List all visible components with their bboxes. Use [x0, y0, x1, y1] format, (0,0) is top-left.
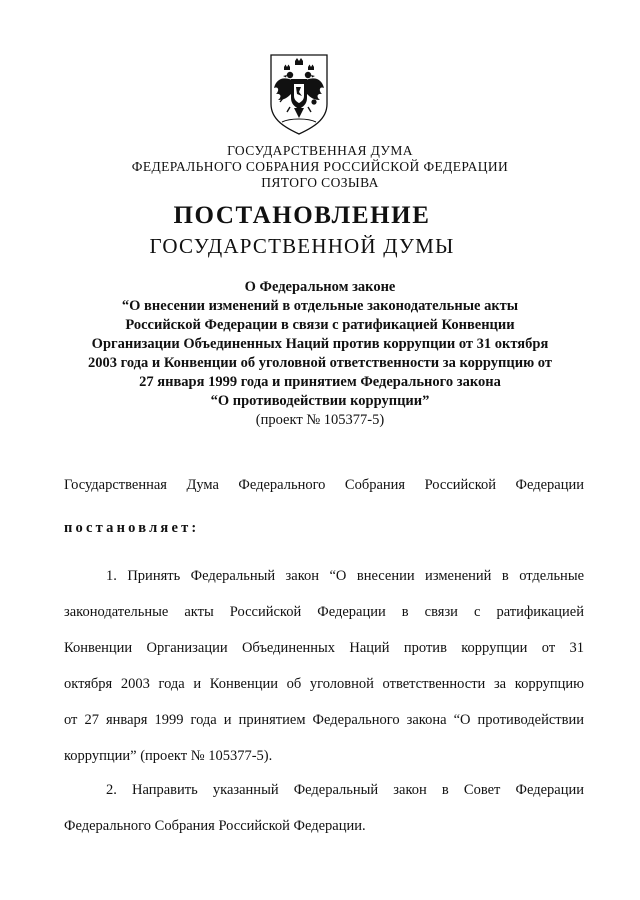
subject-line: “О противодействии коррупции”	[210, 393, 430, 409]
header-line-1: ГОСУДАРСТВЕННАЯ ДУМА	[227, 143, 413, 158]
item1-line: Конвенции Организации Объединенных Наций против коррупции от 31	[64, 640, 584, 656]
subject-line: Российской Федерации в связи с ратификацией Конвенции	[125, 317, 515, 333]
header-line-3: ПЯТОГО СОЗЫВА	[261, 175, 379, 190]
header-line-2: ФЕДЕРАЛЬНОГО СОБРАНИЯ РОССИЙСКОЙ ФЕДЕРАЦИИ	[131, 159, 509, 174]
item1-line: законодательные акты Российской Федерации в связи с ратификацией	[64, 604, 584, 620]
item1-line: от 27 января 1999 года и принятием Федерального закона “О противодействии	[64, 712, 584, 728]
item1-line: коррупции” (проект № 105377-5).	[64, 748, 273, 764]
subject-line: 27 января 1999 года и принятием Федерального закона	[139, 374, 501, 390]
item2-line: Федерального Собрания Российской Федерации.	[64, 818, 366, 834]
document-subtitle: ГОСУДАРСТВЕННОЙ ДУМЫ	[149, 234, 455, 258]
item1-line: октября 2003 года и Конвенции об уголовной ответственности за коррупцию	[64, 676, 584, 692]
intro-line: Государственная Дума Федерального Собрания Российской Федерации	[64, 477, 584, 493]
subject-line: “О внесении изменений в отдельные законодательные акты	[121, 298, 519, 314]
russian-coat-of-arms-icon	[268, 52, 330, 136]
resolves-word: постановляет:	[64, 520, 200, 536]
document-title: ПОСТАНОВЛЕНИЕ	[173, 202, 431, 229]
item1-line: 1. Принять Федеральный закон “О внесении изменений в отдельные	[106, 568, 584, 584]
item2-line: 2. Направить указанный Федеральный закон в Совет Федерации	[106, 782, 584, 798]
subject-line: О Федеральном законе	[244, 279, 396, 295]
subject-line: Организации Объединенных Наций против коррупции от 31 октября	[91, 336, 549, 352]
subject-line: 2003 года и Конвенции об уголовной ответственности за коррупцию от	[88, 355, 552, 371]
project-number: (проект № 105377-5)	[255, 412, 385, 428]
